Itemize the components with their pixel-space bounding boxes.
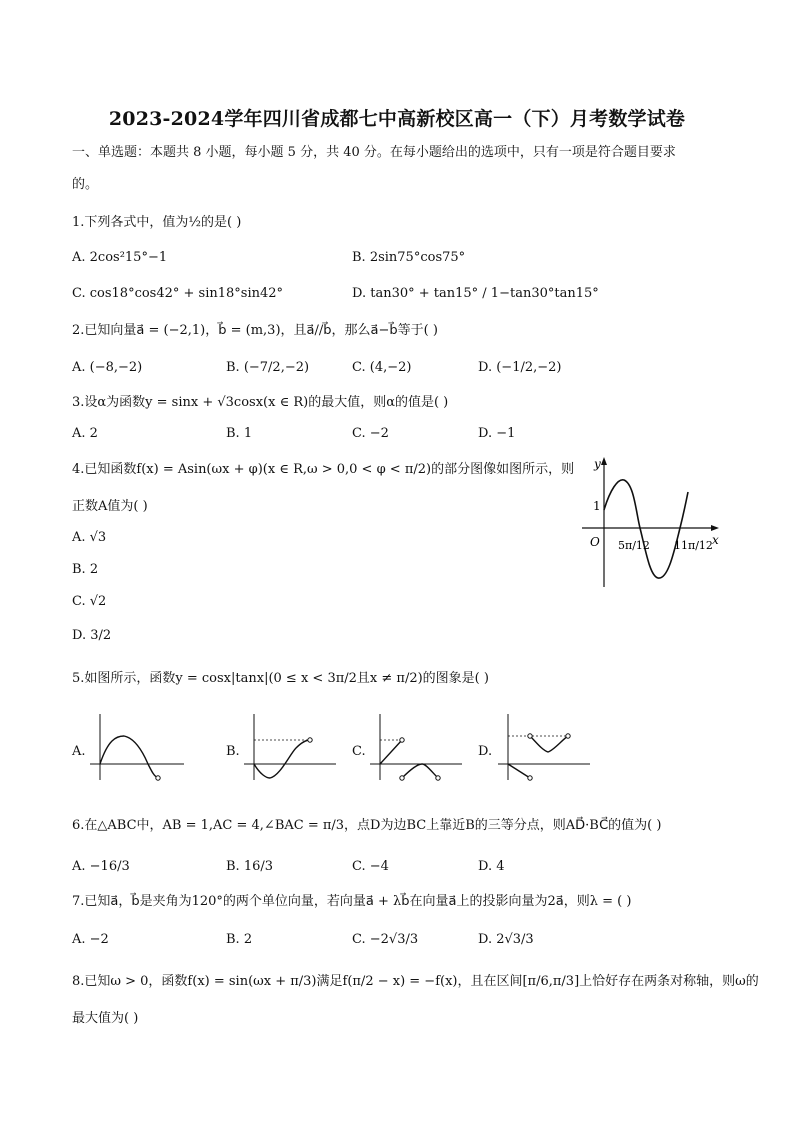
q2-option-d: D. (−1/2,−2): [478, 360, 562, 375]
q3-option-d: D. −1: [478, 426, 516, 441]
section-header-line2: 的。: [72, 177, 99, 192]
q4-stem-line1: 4.已知函数f(x) = Asin(ωx + φ)(x ∈ R,ω > 0,0 < φ < π/2)的部分图像如图所示，则: [72, 462, 575, 477]
q2-option-a: A. (−8,−2): [72, 360, 143, 375]
q6-option-a: A. −16/3: [72, 859, 130, 874]
sine-curve: [604, 480, 688, 578]
x-label: x: [712, 533, 719, 547]
q6-option-b: B. 16/3: [226, 859, 274, 874]
y-label: y: [594, 457, 601, 471]
q7-option-b: B. 2: [226, 932, 253, 947]
q3-option-c: C. −2: [352, 426, 389, 441]
q6-option-d: D. 4: [478, 859, 505, 874]
q5-graph-b: [240, 710, 340, 782]
q4-option-d: D. 3/2: [72, 628, 112, 643]
q5-graph-a: [88, 710, 188, 782]
q5-graph-c: [366, 710, 466, 782]
q4-option-c: C. √2: [72, 594, 107, 609]
q8-stem-line1: 8.已知ω > 0，函数f(x) = sin(ωx + π/3)满足f(π/2 − x) = −f(x)，且在区间[π/6,π/3]上恰好存在两条对称轴，则ω的: [72, 974, 759, 989]
q1-option-a: A. 2cos²15°−1: [72, 250, 168, 265]
q6-option-c: C. −4: [352, 859, 389, 874]
q2-option-b: B. (−7/2,−2): [226, 360, 310, 375]
q1-option-b: B. 2sin75°cos75°: [352, 250, 466, 265]
q7-option-a: A. −2: [72, 932, 109, 947]
q2-stem: 2.已知向量a⃗ = (−2,1)，b⃗ = (m,3)，且a⃗//b⃗，那么a⃗−b⃗等于( ): [72, 323, 438, 338]
q5-option-d-label: D.: [478, 744, 493, 759]
x-tick-11pi12: 11π/12: [674, 539, 713, 552]
q5-option-a-label: A.: [72, 744, 86, 759]
q5-stem: 5.如图所示，函数y = cosx|tanx|(0 ≤ x < 3π/2且x ≠ π/2)的图象是( ): [72, 671, 489, 686]
q5-option-c-label: C.: [352, 744, 366, 759]
q5-option-b-label: B.: [226, 744, 240, 759]
q6-stem: 6.在△ABC中，AB = 1,AC = 4,∠BAC = π/3，点D为边BC上靠近B的三等分点，则AD⃗·BC⃗的值为( ): [72, 818, 662, 833]
q4-sine-graph: [574, 452, 724, 592]
x-tick-5pi12: 5π/12: [618, 539, 650, 552]
y-axis-arrow: [601, 457, 607, 465]
x-axis-arrow: [711, 525, 719, 531]
q7-option-c: C. −2√3/3: [352, 932, 419, 947]
origin-label: O: [590, 535, 600, 549]
page-title: 2023-2024学年四川省成都七中高新校区高一（下）月考数学试卷: [108, 108, 686, 130]
q3-option-a: A. 2: [72, 426, 98, 441]
q4-stem-line2: 正数A值为( ): [72, 499, 148, 514]
q1-option-c: C. cos18°cos42° + sin18°sin42°: [72, 286, 284, 301]
q8-stem-line2: 最大值为( ): [72, 1011, 139, 1026]
q4-option-b: B. 2: [72, 562, 99, 577]
q1-stem: 1.下列各式中，值为½的是( ): [72, 215, 242, 230]
section-header-line1: 一、单选题：本题共 8 小题，每小题 5 分，共 40 分。在每小题给出的选项中，只有一项是符合题目要求: [72, 145, 676, 160]
y-tick-label: 1: [593, 499, 601, 513]
q1-option-d: D. tan30° + tan15° / 1−tan30°tan15°: [352, 286, 599, 301]
q7-option-d: D. 2√3/3: [478, 932, 534, 947]
q3-stem: 3.设α为函数y = sinx + √3cosx(x ∈ R)的最大值，则α的值是( ): [72, 395, 449, 410]
q3-option-b: B. 1: [226, 426, 253, 441]
q7-stem: 7.已知a⃗，b⃗是夹角为120°的两个单位向量，若向量a⃗ + λb⃗在向量a⃗上的投影向量为2a⃗，则λ = ( ): [72, 894, 632, 909]
q4-option-a: A. √3: [72, 530, 107, 545]
q2-option-c: C. (4,−2): [352, 360, 412, 375]
q5-graph-d: [494, 710, 594, 782]
